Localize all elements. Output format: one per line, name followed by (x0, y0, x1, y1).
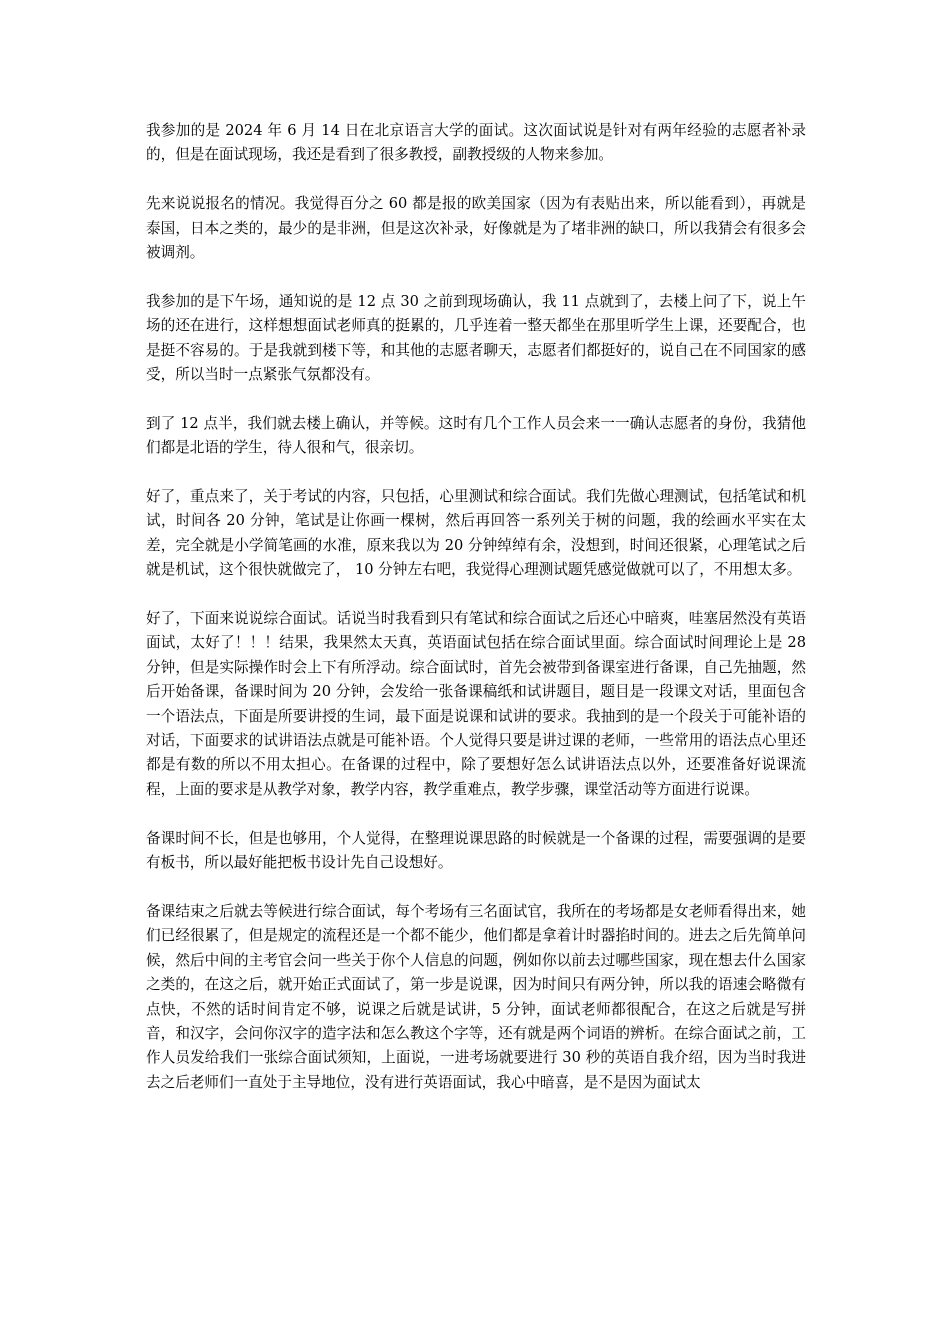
document-body (146, 119, 806, 1120)
paragraph-confirmation: 到了 12 点半，我们就去楼上确认，并等候。这时有几个工作人员会来一一确认志愿者的身份，我猜他们都是北语的学生，待人很和气，很亲切。 (146, 414, 806, 457)
paragraph-psych-test: 好了，重点来了，关于考试的内容，只包括，心里测试和综合面试。我们先做心理测试，包括笔试和机试，时间各 20 分钟，笔试是让你画一棵树，然后再回答一系列关于树的问题，我的绘画水平实在太差，完全就是小学简笔画的水准，原来我以为 20 分钟绰绰有余，没想到，时间还很紧，心理笔试之后就是机试，这个很快就做完了， 10 分钟左右吧，我觉得心理测试题凭感觉做就可以了，不用想太多。 (146, 488, 806, 579)
paragraph-registration-situation: 先来说说报名的情况。我觉得百分之 60 都是报的欧美国家（因为有表贴出来，所以能看到），再就是泰国，日本之类的，最少的是非洲，但是这次补录，好像就是为了堵非洲的缺口，所以我猜会有很多会被调剂。 (146, 195, 806, 262)
paragraph-registration-date: 我参加的是 2024 年 6 月 14 日在北京语言大学的面试。这次面试说是针对有两年经验的志愿者补录的，但是在面试现场，我还是看到了很多教授，副教授级的人物来参加。 (146, 122, 806, 164)
paragraph-afternoon-session: 我参加的是下午场，通知说的是 12 点 30 之前到现场确认，我 11 点就到了，去楼上问了下，说上午场的还在进行，这样想想面试老师真的挺累的，几乎连着一整天都坐在那里听学生上课，还要配合，也是挺不容易的。于是我就到楼下等，和其他的志愿者聊天，志愿者们都挺好的，说自己在不同国家的感受，所以当时一点紧张气氛都没有。 (146, 292, 806, 384)
paragraph-lesson-prep: 备课时间不长，但是也够用，个人觉得，在整理说课思路的时候就是一个备课的过程，需要强调的是要有板书，所以最好能把板书设计先自己设想好。 (146, 829, 806, 872)
paragraph-interview-process: 备课结束之后就去等候进行综合面试，每个考场有三名面试官，我所在的考场都是女老师看得出来，她们已经很累了，但是规定的流程还是一个都不能少，他们都是拿着计时器掐时间的。进去之后先简单问候，然后中间的主考官会问一些关于你个人信息的问题，例如你以前去过哪些国家，现在想去什么国家之类的，在这之后，就开始正式面试了，第一步是说课，因为时间只有两分钟，所以我的语速会略微有点快，不然的话时间肯定不够，说课之后就是试讲，5 分钟，面试老师都很配合，在这之后就是写拼音，和汉字，会问你汉字的造字法和怎么教这个字等，还有就是两个词语的辨析。在综合面试之前，工作人员发给我们一张综合面试须知，上面说，一进考场就要进行 30 秒的英语自我介绍，因为当时我进去之后老师们一直处于主导地位，没有进行英语面试，我心中暗喜，是不是因为面试太 (146, 902, 806, 1091)
paragraph-comprehensive-interview: 好了，下面来说说综合面试。话说当时我看到只有笔试和综合面试之后还心中暗爽，哇塞居然没有英语面试，太好了！！！结果，我果然太天真，英语面试包括在综合面试里面。综合面试时间理论上是 28 分钟，但是实际操作时会上下有所浮动。综合面试时，首先会被带到备课室进行备课，自己先抽题，然后开始备课，备课时间为 20 分钟，会发给一张备课稿纸和试讲题目，题目是一段课文对话，里面包含一个语法点，下面是所要讲授的生词，最下面是说课和试讲的要求。我抽到的是一个段关于可能补语的对话，下面要求的试讲语法点就是可能补语。个人觉得只要是讲过课的老师，一些常用的语法点心里还都是有数的所以不用太担心。在备课的过程中，除了要想好怎么试讲语法点以外，还要准备好说课流程，上面的要求是从教学对象，教学内容，教学重难点，教学步骤，课堂活动等方面进行说课。 (146, 610, 806, 798)
